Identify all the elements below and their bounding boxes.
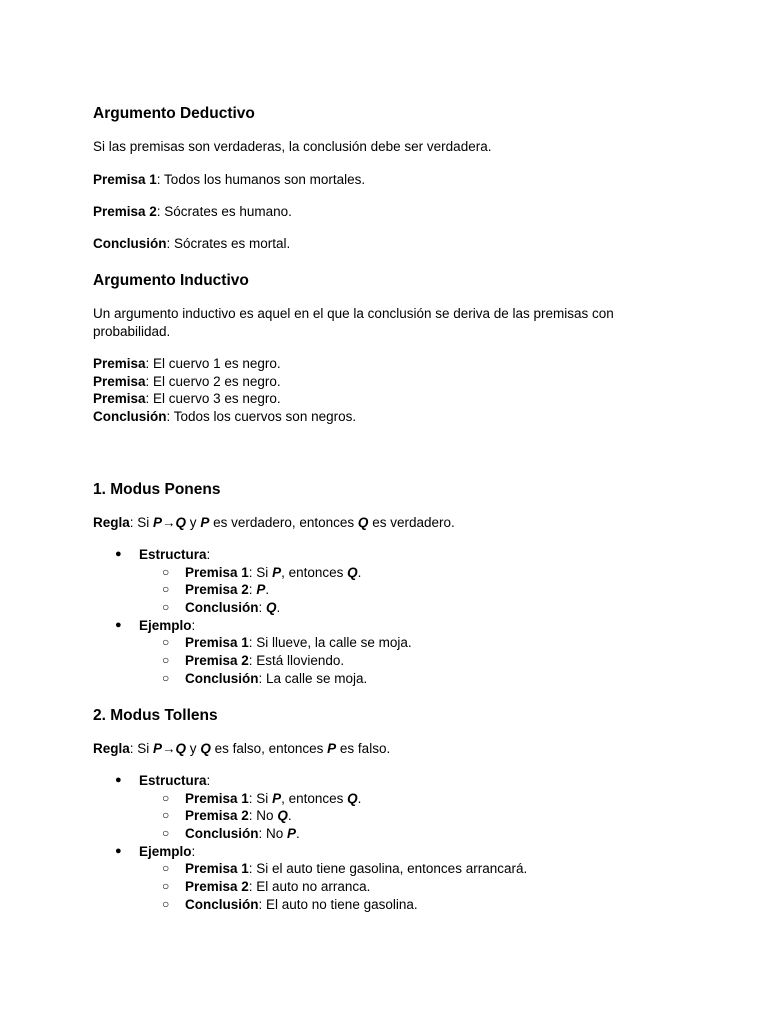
conclusion-label: Conclusión [93, 236, 167, 251]
premise-text: , entonces [281, 564, 348, 580]
premise-text: , entonces [281, 790, 348, 806]
modus-tollens-heading: 2. Modus Tollens [93, 707, 218, 724]
premise-label: Premisa 1 [185, 564, 249, 580]
deductive-premise-2 [93, 203, 292, 221]
premise-label: Premisa [93, 391, 146, 407]
list-subitem-premise-1 [0, 860, 768, 878]
list-item-colon: : [206, 547, 211, 562]
list-subitem-premise-2 [0, 581, 768, 599]
deductive-premise-1 [93, 171, 365, 189]
conclusion-label: Conclusión [185, 670, 259, 686]
rule-symbol: P→Q [153, 515, 187, 530]
circle-bullet-icon: ○ [162, 896, 170, 911]
list-subitem-premise-1 [0, 634, 768, 652]
premise-label: Premisa 1 [185, 861, 249, 877]
premise-text: : Si [248, 790, 273, 806]
inductive-premise-1 [93, 355, 356, 373]
conclusion-text: : [258, 600, 267, 616]
conclusion-text: : El auto no tiene gasolina. [258, 896, 418, 912]
premise-text: : El cuervo 1 es negro. [145, 356, 281, 371]
premise-symbol: Q [347, 790, 358, 806]
list-item-example [0, 843, 768, 861]
bullet-icon: ● [115, 548, 122, 560]
rule-text: es falso, entonces [210, 741, 328, 756]
circle-bullet-icon: ○ [162, 790, 170, 805]
circle-bullet-icon: ○ [162, 564, 170, 579]
premise-symbol: P [256, 582, 266, 598]
modus-tollens-list [0, 772, 768, 914]
rule-symbol: P [200, 515, 210, 530]
premise-label: Premisa 2 [185, 808, 249, 824]
premise-label: Premisa [93, 373, 146, 389]
premise-label: Premisa 1 [185, 790, 249, 806]
premise-symbol: P [272, 564, 282, 580]
rule-text: y [186, 741, 201, 756]
rule-text: : Si [129, 741, 154, 756]
modus-ponens-list [0, 546, 768, 688]
circle-bullet-icon: ○ [162, 879, 170, 894]
circle-bullet-icon: ○ [162, 826, 170, 841]
deductive-conclusion [93, 235, 290, 253]
conclusion-symbol: Q [266, 600, 277, 616]
premise-text: : Está lloviendo. [248, 653, 345, 669]
inductive-premise-3 [93, 390, 356, 408]
conclusion-text: : La calle se moja. [258, 670, 368, 686]
list-subitem-conclusion [0, 670, 768, 688]
rule-label: Regla [93, 515, 130, 530]
conclusion-text: . [276, 600, 281, 616]
circle-bullet-icon: ○ [162, 635, 170, 650]
premise-text: : Sócrates es humano. [156, 204, 292, 219]
list-subitem-conclusion [0, 825, 768, 843]
inductive-argument [93, 355, 356, 426]
circle-bullet-icon: ○ [162, 582, 170, 597]
rule-label: Regla [93, 741, 130, 756]
list-subitem-premise-1 [0, 790, 768, 808]
premise-text: : El cuervo 3 es negro. [145, 391, 281, 407]
rule-symbol: Q [200, 741, 211, 756]
premise-label: Premisa 1 [93, 172, 157, 187]
conclusion-text: : Sócrates es mortal. [166, 236, 291, 251]
list-item-colon: : [191, 617, 196, 633]
bullet-icon: ● [115, 774, 122, 786]
premise-text: : Si llueve, la calle se moja. [248, 635, 412, 651]
premise-text: : Si el auto tiene gasolina, entonces arrancará. [248, 861, 528, 877]
rule-text: es verdadero. [368, 515, 455, 530]
premise-text: . [287, 808, 292, 824]
modus-ponens-heading: 1. Modus Ponens [93, 481, 221, 498]
list-subitem-conclusion [0, 599, 768, 617]
premise-label: Premisa 2 [185, 653, 249, 669]
list-item-structure [0, 772, 768, 790]
conclusion-text: . [296, 826, 300, 842]
inductive-conclusion [93, 408, 356, 426]
conclusion-text: : No [258, 826, 288, 842]
deductive-intro: Si las premisas son verdaderas, la conclusión debe ser verdadera. [93, 139, 492, 154]
deductive-heading: Argumento Deductivo [93, 105, 255, 122]
premise-label: Premisa 2 [185, 582, 249, 598]
list-subitem-premise-2 [0, 807, 768, 825]
premise-text: : Todos los humanos son mortales. [156, 172, 366, 187]
list-item-label: Ejemplo [139, 617, 192, 633]
premise-label: Premisa 2 [185, 879, 249, 895]
list-item-label: Estructura [139, 547, 207, 562]
list-item-example [0, 617, 768, 635]
conclusion-label: Conclusión [93, 409, 167, 425]
premise-text: . [265, 582, 270, 598]
list-subitem-premise-1 [0, 564, 768, 582]
list-subitem-premise-2 [0, 878, 768, 896]
premise-label: Premisa 2 [93, 204, 157, 219]
premise-label: Premisa 1 [185, 635, 249, 651]
conclusion-label: Conclusión [185, 600, 259, 616]
premise-symbol: Q [277, 808, 288, 824]
rule-symbol: P [327, 741, 337, 756]
list-item-colon: : [206, 773, 211, 788]
rule-text: : Si [129, 515, 154, 530]
bullet-icon: ● [115, 844, 122, 857]
list-subitem-premise-2 [0, 652, 768, 670]
modus-ponens-rule [93, 514, 455, 532]
conclusion-symbol: P [287, 826, 297, 842]
circle-bullet-icon: ○ [162, 670, 170, 685]
inductive-premise-2 [93, 373, 356, 391]
inductive-heading: Argumento Inductivo [93, 272, 249, 289]
rule-text: es falso. [336, 741, 391, 756]
modus-tollens-rule [93, 740, 390, 758]
premise-text: : Si [248, 564, 273, 580]
circle-bullet-icon: ○ [162, 600, 170, 615]
circle-bullet-icon: ○ [162, 808, 170, 823]
premise-text: . [357, 564, 362, 580]
list-subitem-conclusion [0, 896, 768, 914]
list-item-colon: : [191, 843, 196, 859]
premise-text: : No [248, 808, 278, 824]
premise-symbol: Q [347, 564, 358, 580]
circle-bullet-icon: ○ [162, 653, 170, 668]
premise-text: : El auto no arranca. [248, 879, 371, 895]
list-item-structure [0, 546, 768, 564]
circle-bullet-icon: ○ [162, 861, 170, 876]
list-item-label: Estructura [139, 773, 207, 788]
premise-symbol: P [272, 790, 282, 806]
premise-text: : [248, 582, 257, 598]
conclusion-text: : Todos los cuervos son negros. [166, 409, 357, 425]
list-item-label: Ejemplo [139, 843, 192, 859]
premise-text: . [357, 790, 362, 806]
conclusion-label: Conclusión [185, 826, 259, 842]
conclusion-label: Conclusión [185, 896, 259, 912]
premise-label: Premisa [93, 356, 146, 371]
inductive-intro: Un argumento inductivo es aquel en el que la conclusión se deriva de las premisas con probabilidad. [93, 306, 614, 339]
rule-symbol: P→Q [153, 741, 187, 756]
premise-text: : El cuervo 2 es negro. [145, 373, 281, 389]
rule-symbol: Q [357, 515, 369, 530]
rule-text: y [186, 515, 201, 530]
rule-text: es verdadero, entonces [209, 515, 358, 530]
bullet-icon: ● [115, 618, 122, 631]
